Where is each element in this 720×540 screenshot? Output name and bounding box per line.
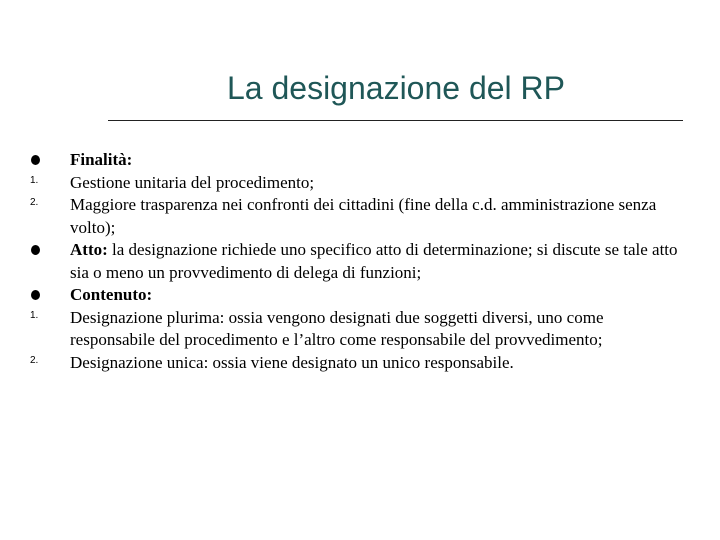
bullet-icon bbox=[30, 284, 54, 307]
content-list bbox=[0, 149, 720, 374]
list-item bbox=[0, 172, 720, 195]
item-text: Designazione unica: ossia viene designato un unico responsabile. bbox=[70, 352, 514, 372]
item-number: 2. bbox=[30, 197, 39, 208]
list-item bbox=[0, 194, 720, 239]
list-item bbox=[0, 307, 720, 352]
item-text: Gestione unitaria del procedimento; bbox=[70, 172, 315, 192]
item-number: 1. bbox=[30, 174, 39, 186]
list-item bbox=[0, 284, 720, 307]
list-item bbox=[0, 239, 720, 284]
item-heading: Finalità: bbox=[70, 150, 133, 169]
item-number: 1. bbox=[30, 309, 39, 321]
item-heading: Atto: bbox=[70, 240, 108, 259]
slide-title: La designazione del RP bbox=[226, 70, 565, 106]
bullet-icon bbox=[30, 239, 54, 262]
item-text: la designazione richiede uno specifico atto di determinazione; si discute se tale atto sia o meno un provvedimento di delega di funzioni; bbox=[70, 240, 678, 282]
item-text: Designazione plurima: ossia vengono designati due soggetti diversi, uno come responsabile del procedimento e l’altro come responsabile del provvedimento; bbox=[70, 307, 604, 349]
bullet-icon bbox=[30, 149, 54, 172]
title-divider bbox=[108, 120, 683, 121]
item-heading: Contenuto: bbox=[70, 285, 153, 304]
list-item bbox=[0, 352, 720, 375]
item-number: 2. bbox=[30, 354, 39, 366]
item-text: Maggiore trasparenza nei confronti dei cittadini (fine della c.d. amministrazione senza volto); bbox=[70, 195, 657, 237]
list-item bbox=[0, 149, 720, 172]
